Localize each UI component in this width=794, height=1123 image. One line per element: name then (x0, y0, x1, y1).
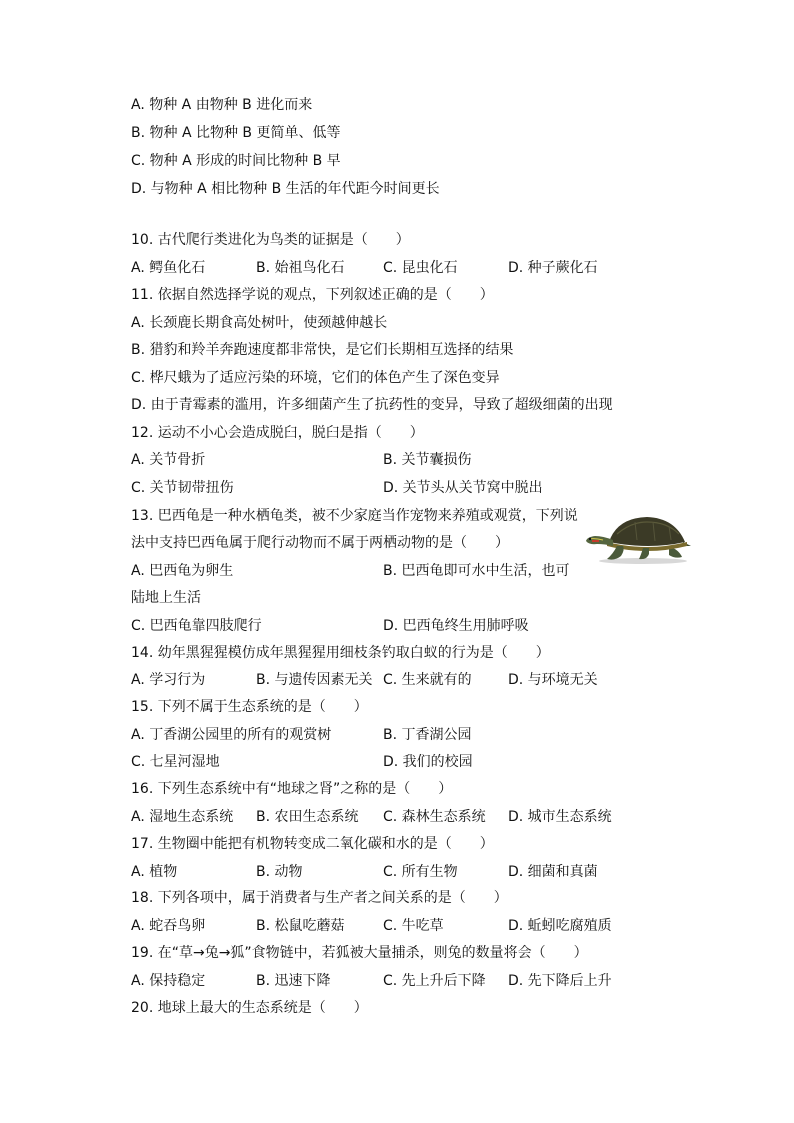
q13-stem-line2: 法中支持巴西龟属于爬行动物而不属于两栖动物的是（ ） (131, 535, 509, 551)
q9-option-c: C. 物种 A 形成的时间比物种 B 早 (131, 153, 341, 169)
q15-option-d: D. 我们的校园 (383, 754, 473, 770)
q12-option-b: B. 关节囊损伤 (383, 452, 472, 468)
q13-option-d: D. 巴西龟终生用肺呼吸 (383, 618, 529, 634)
turtle-image (583, 510, 695, 566)
q11-option-c: C. 桦尺蛾为了适应污染的环境，它们的体色产生了深色变异 (131, 370, 500, 386)
q17-option-a: A. 植物 (131, 864, 178, 880)
q19-option-b: B. 迅速下降 (256, 973, 331, 989)
q11-option-b: B. 猎豹和羚羊奔跑速度都非常快，是它们长期相互选择的结果 (131, 342, 514, 358)
q12-option-a: A. 关节骨折 (131, 452, 206, 468)
q11-option-d: D. 由于青霉素的滥用，许多细菌产生了抗药性的变异，导致了超级细菌的出现 (131, 397, 613, 413)
q14-option-b: B. 与遗传因素无关 (256, 672, 373, 688)
q19-option-a: A. 保持稳定 (131, 973, 206, 989)
q17-option-b: B. 动物 (256, 864, 303, 880)
q12-stem: 12. 运动不小心会造成脱臼，脱臼是指（ ） (131, 425, 424, 441)
q10-stem: 10. 古代爬行类进化为鸟类的证据是（ ） (131, 232, 410, 248)
q15-option-a: A. 丁香湖公园里的所有的观赏树 (131, 727, 332, 743)
q9-option-a: A. 物种 A 由物种 B 进化而来 (131, 97, 313, 113)
q11-option-a: A. 长颈鹿长期食高处树叶，使颈越伸越长 (131, 315, 388, 331)
q16-stem: 16. 下列生态系统中有“地球之肾”之称的是（ ） (131, 781, 453, 797)
q10-option-c: C. 昆虫化石 (383, 260, 458, 276)
q13-option-a: A. 巴西龟为卵生 (131, 563, 234, 579)
q17-option-d: D. 细菌和真菌 (508, 864, 598, 880)
q18-option-c: C. 牛吃草 (383, 918, 444, 934)
q14-option-d: D. 与环境无关 (508, 672, 598, 688)
q12-option-d: D. 关节头从关节窝中脱出 (383, 480, 543, 496)
q13-option-b: B. 巴西龟即可水中生活，也可 (383, 563, 570, 579)
q20-stem: 20. 地球上最大的生态系统是（ ） (131, 1000, 368, 1016)
q16-option-d: D. 城市生态系统 (508, 809, 612, 825)
q19-stem: 19. 在“草→兔→狐”食物链中，若狐被大量捕杀，则兔的数量将会（ ） (131, 945, 588, 961)
q9-option-d: D. 与物种 A 相比物种 B 生活的年代距今时间更长 (131, 181, 440, 197)
q18-option-a: A. 蛇吞鸟卵 (131, 918, 206, 934)
q15-option-c: C. 七星河湿地 (131, 754, 220, 770)
q10-option-b: B. 始祖鸟化石 (256, 260, 345, 276)
q16-option-a: A. 湿地生态系统 (131, 809, 234, 825)
q16-option-c: C. 森林生态系统 (383, 809, 486, 825)
q13-option-c: C. 巴西龟靠四肢爬行 (131, 618, 262, 634)
q10-option-a: A. 鳄鱼化石 (131, 260, 206, 276)
q15-option-b: B. 丁香湖公园 (383, 727, 472, 743)
q14-option-a: A. 学习行为 (131, 672, 206, 688)
q16-option-b: B. 农田生态系统 (256, 809, 359, 825)
q17-option-c: C. 所有生物 (383, 864, 458, 880)
q17-stem: 17. 生物圈中能把有机物转变成二氧化碳和水的是（ ） (131, 836, 494, 852)
q18-option-b: B. 松鼠吃蘑菇 (256, 918, 345, 934)
q15-stem: 15. 下列不属于生态系统的是（ ） (131, 699, 368, 715)
q19-option-c: C. 先上升后下降 (383, 973, 486, 989)
q13-option-b-continued: 陆地上生活 (131, 590, 201, 606)
q11-stem: 11. 依据自然选择学说的观点，下列叙述正确的是（ ） (131, 287, 494, 303)
q10-option-d: D. 种子蕨化石 (508, 260, 598, 276)
q12-option-c: C. 关节韧带扭伤 (131, 480, 234, 496)
q9-option-b: B. 物种 A 比物种 B 更简单、低等 (131, 125, 341, 141)
q14-option-c: C. 生来就有的 (383, 672, 472, 688)
q19-option-d: D. 先下降后上升 (508, 973, 612, 989)
q13-stem-line1: 13. 巴西龟是一种水栖龟类，被不少家庭当作宠物来养殖或观赏，下列说 (131, 508, 578, 524)
q18-option-d: D. 蚯蚓吃腐殖质 (508, 918, 612, 934)
q14-stem: 14. 幼年黑猩猩模仿成年黑猩猩用细枝条钓取白蚁的行为是（ ） (131, 645, 550, 661)
q18-stem: 18. 下列各项中，属于消费者与生产者之间关系的是（ ） (131, 890, 508, 906)
